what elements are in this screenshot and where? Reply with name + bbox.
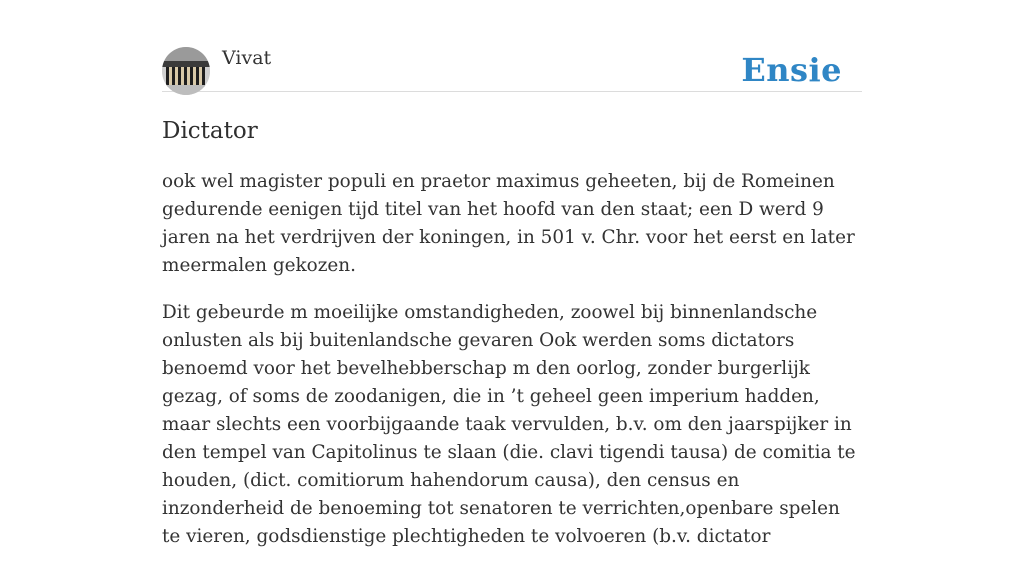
paragraph-2: Dit gebeurde m moeilijke omstandigheden, zoowel bij binnenlandsche onlusten als bij buitenlandsche gevaren Ook werden soms dictators benoemd voor het bevelhebberschap m den oorlog, zonder burgerlijk gezag, of soms de zoodanigen, die in ’t geheel geen imperium hadden, maar slechts een voorbijgaande taak vervulden, b.v. om den jaarspijker in den tempel van Capitolinus te slaan (die. clavi tigendi tausa) de comitia te houden, (dict. comitiorum hahendorum causa), den census en inzonderheid de benoeming tot senatoren te verrichten,openbare spelen te vieren, godsdienstige plechtigheden te volvoeren (b.v. dictator <box>162 302 856 547</box>
author-name[interactable]: Vivat <box>222 47 272 69</box>
paragraph-1: ook wel magister populi en praetor maximus geheeten, bij de Romeinen gedurende eenigen tijd titel van het hoofd van den staat; een D werd 9 jaren na het verdrijven der koningen, in 501 v. Chr. voor het eerst en later meermalen gekozen. <box>162 171 855 276</box>
author-avatar[interactable] <box>162 47 210 95</box>
brand-logo[interactable]: Ensie <box>741 51 842 89</box>
article-title: Dictator <box>162 118 258 144</box>
article-page <box>162 0 862 547</box>
avatar-image <box>162 47 210 95</box>
header <box>162 0 862 92</box>
article-body <box>162 168 862 570</box>
